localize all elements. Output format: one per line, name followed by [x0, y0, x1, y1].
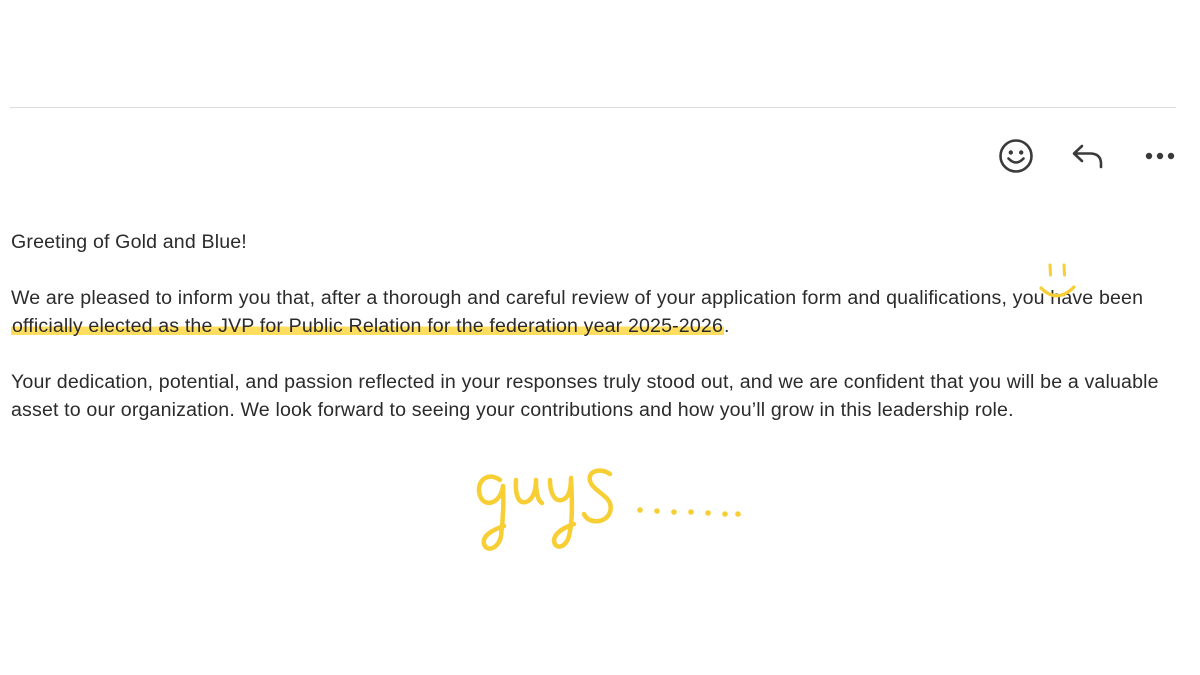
- email-body: [11, 228, 1181, 452]
- smiley-face-icon: [997, 137, 1035, 175]
- smiley-doodle-icon: [1036, 262, 1080, 308]
- highlighted-election-text: officially elected as the JVP for Public Relation for the federation year 2025-2026: [12, 315, 723, 337]
- paragraph-1-text-start: We are pleased to inform you that, after a thorough and careful review of your application form and qualifications, you have been: [11, 287, 1144, 309]
- paragraph-1-text-end: .: [724, 315, 730, 337]
- email-greeting: Greeting of Gold and Blue!: [11, 231, 247, 253]
- message-toolbar: [994, 136, 1182, 176]
- email-paragraph-1: [11, 284, 1181, 340]
- header-divider: [10, 107, 1176, 108]
- handwritten-note-guys: [470, 458, 760, 563]
- more-options-button[interactable]: [1138, 136, 1182, 176]
- reply-arrow-icon: [1070, 141, 1106, 171]
- email-paragraph-2: Your dedication, potential, and passion reflected in your responses truly stood out, and we are confident that you will be a valuable asset to our organization. We look forward to seeing your contributions and how you’ll grow in this leadership role.: [11, 371, 1159, 421]
- reply-button[interactable]: [1066, 136, 1110, 176]
- emoji-reaction-button[interactable]: [994, 136, 1038, 176]
- more-horizontal-icon: [1145, 151, 1175, 161]
